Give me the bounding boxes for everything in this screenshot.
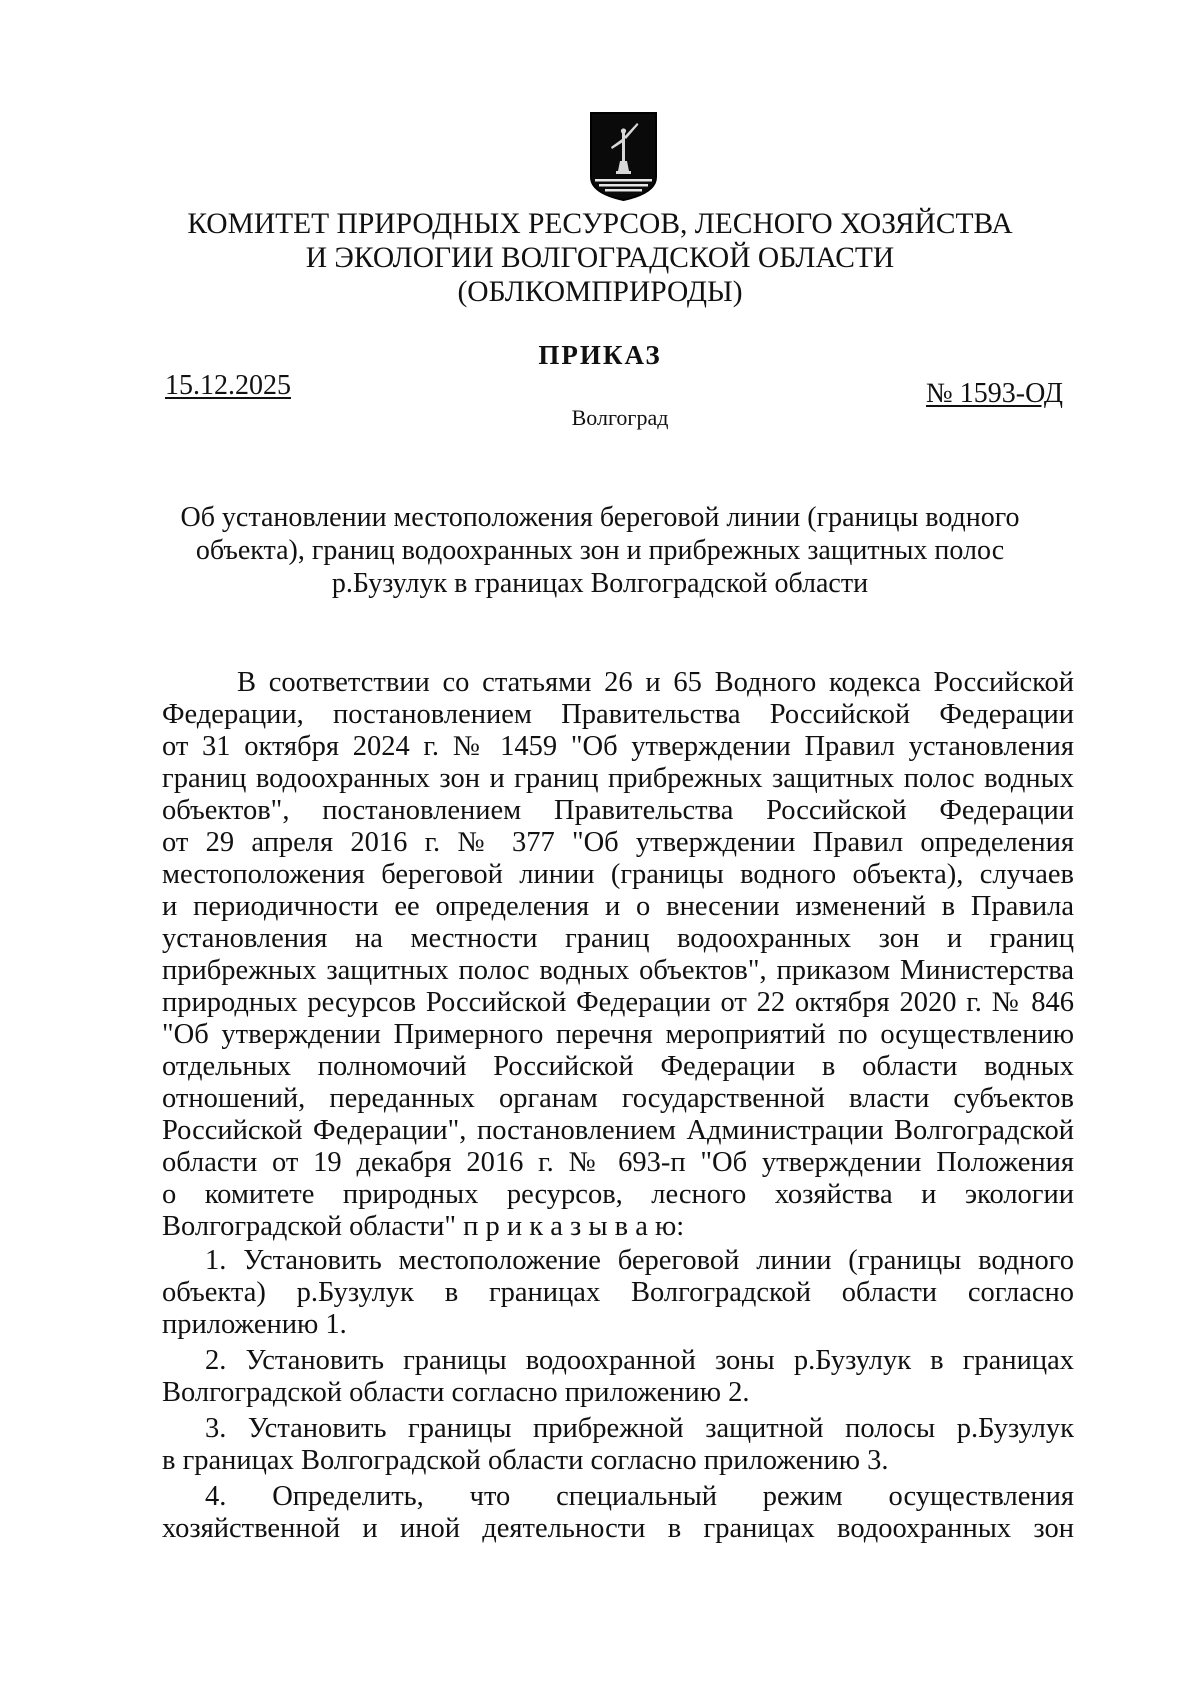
- order-item-1-line: приложению 1.: [162, 1309, 347, 1340]
- order-item-4-line: хозяйственной и иной деятельности в границах водоохранных зон: [162, 1513, 1074, 1544]
- order-item-3-line: 3. Установить границы прибрежной защитной полосы р.Бузулук: [205, 1413, 1074, 1444]
- body-line: В соответствии со статьями 26 и 65 Водного кодекса Российской: [237, 667, 1074, 698]
- subject-line: р.Бузулук в границах Волгоградской области: [331, 568, 869, 599]
- document-city: Волгоград: [571, 405, 669, 430]
- order-item-4-line: 4. Определить, что специальный режим осуществления: [205, 1481, 1074, 1512]
- body-line: прибрежных защитных полос водных объектов", приказом Министерства: [162, 955, 1074, 986]
- body-line: "Об утверждении Примерного перечня мероприятий по осуществлению: [162, 1019, 1074, 1050]
- body-line: области от 19 декабря 2016 г. № 693-п "Об утверждении Положения: [162, 1147, 1074, 1178]
- body-line: природных ресурсов Российской Федерации от 22 октября 2020 г. № 846: [162, 987, 1074, 1018]
- body-line: Российской Федерации", постановлением Администрации Волгоградской: [162, 1115, 1074, 1146]
- body-line: местоположения береговой линии (границы водного объекта), случаев: [162, 859, 1074, 890]
- org-name-line-1: КОМИТЕТ ПРИРОДНЫХ РЕСУРСОВ, ЛЕСНОГО ХОЗЯЙСТВА: [187, 208, 1013, 240]
- org-name-line-2: И ЭКОЛОГИИ ВОЛГОГРАДСКОЙ ОБЛАСТИ: [305, 242, 895, 274]
- document-date: 15.12.2025: [165, 370, 291, 401]
- body-line: установления на местности границ водоохранных зон и границ: [162, 923, 1074, 954]
- body-line: Федерации, постановлением Правительства Российской Федерации: [162, 699, 1074, 730]
- body-line: о комитете природных ресурсов, лесного хозяйства и экологии: [162, 1179, 1074, 1210]
- order-item-2-line: 2. Установить границы водоохранной зоны р.Бузулук в границах: [205, 1345, 1074, 1376]
- body-line: Волгоградской области" п р и к а з ы в а ю:: [162, 1211, 685, 1242]
- body-line: отношений, переданных органам государственной власти субъектов: [162, 1083, 1074, 1114]
- order-item-3-line: в границах Волгоградской области согласно приложению 3.: [162, 1445, 889, 1476]
- coat-of-arms-icon: [589, 111, 658, 202]
- body-line: от 31 октября 2024 г. № 1459 "Об утверждении Правил установления: [162, 731, 1074, 762]
- body-line: границ водоохранных зон и границ прибрежных защитных полос водных: [162, 763, 1074, 794]
- body-line: объектов", постановлением Правительства Российской Федерации: [162, 795, 1074, 826]
- order-item-1-line: объекта) р.Бузулук в границах Волгоградской области согласно: [162, 1277, 1074, 1308]
- subject-line: Об установлении местоположения береговой линии (границы водного: [180, 502, 1020, 533]
- org-short-name: (ОБЛКОМПРИРОДЫ): [457, 276, 743, 308]
- document-number: № 1593-ОД: [926, 378, 1063, 409]
- body-line: и периодичности ее определения и о внесении изменений в Правила: [162, 891, 1074, 922]
- subject-line: объекта), границ водоохранных зон и прибрежных защитных полос: [195, 535, 1005, 566]
- order-item-2-line: Волгоградской области согласно приложению 2.: [162, 1377, 750, 1408]
- body-line: от 29 апреля 2016 г. № 377 "Об утверждении Правил определения: [162, 827, 1074, 858]
- body-line: отдельных полномочий Российской Федерации в области водных: [162, 1051, 1074, 1082]
- document-type: ПРИКАЗ: [538, 340, 662, 370]
- order-item-1-line: 1. Установить местоположение береговой линии (границы водного: [205, 1245, 1074, 1276]
